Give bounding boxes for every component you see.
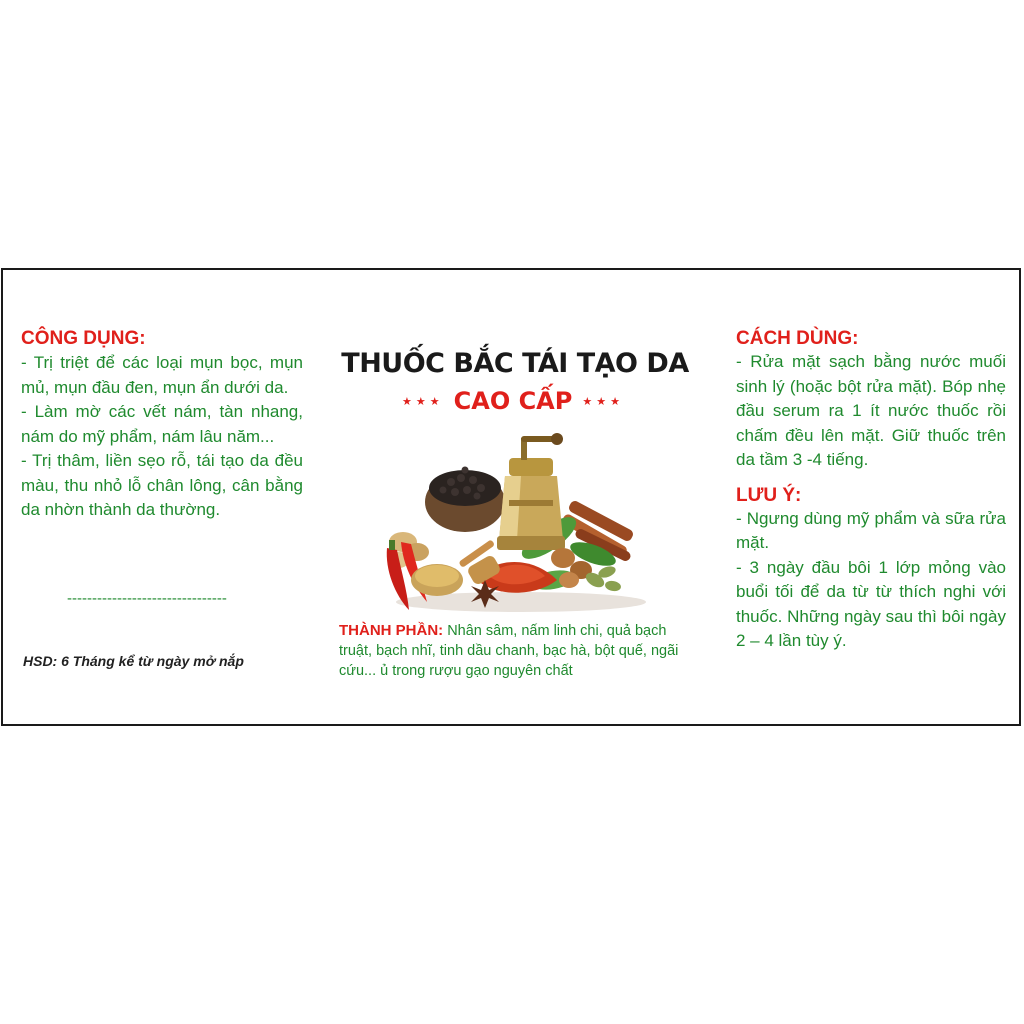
benefits-heading: CÔNG DỤNG: bbox=[21, 328, 146, 349]
pepper-bowl-icon bbox=[425, 467, 505, 533]
usage-text: - Rửa mặt sạch bằng nước muối sinh lý (hoặc bột rửa mặt). Bóp nhẹ đầu serum ra 1 ít nước thuốc rồi chấm đều lên mặt. Giữ thuốc trên da tầm 3 -4 tiếng. bbox=[736, 352, 1006, 469]
spice-grinder-icon bbox=[497, 433, 565, 550]
subtitle-row bbox=[383, 384, 643, 418]
product-subtitle: CAO CẤP bbox=[453, 387, 573, 415]
dashed-divider: -------------------------------- bbox=[67, 590, 227, 607]
ingredients-text: Nhân sâm, nấm linh chi, quả bạch truật, bạch nhĩ, tinh dầu chanh, bạc hà, bột quế, ngãi cứu... ủ trong rượu gạo nguyên chất bbox=[339, 623, 679, 679]
ingredients-heading: THÀNH PHẦN: bbox=[339, 622, 444, 639]
usage-heading: CÁCH DÙNG: bbox=[736, 328, 859, 349]
spices-illustration bbox=[381, 430, 649, 615]
note-heading: LƯU Ý: bbox=[736, 484, 802, 506]
ingredients-section bbox=[339, 621, 695, 681]
note-item-2: - 3 ngày đầu bôi 1 lớp mỏng vào buổi tối để da từ từ thích nghi với thuốc. Những ngày sau thì bôi ngày 2 – 4 lần tùy ý. bbox=[736, 557, 1006, 650]
benefits-section bbox=[21, 328, 303, 523]
stars-left-icon: ★★★ bbox=[402, 395, 444, 408]
usage-section bbox=[736, 328, 1006, 654]
stars-right-icon: ★★★ bbox=[582, 395, 624, 408]
expiry-note: HSD: 6 Tháng kể từ ngày mở nắp bbox=[23, 653, 244, 669]
benefit-item-1: - Trị triệt để các loại mụn bọc, mụn mủ, mụn đầu đen, mụn ẩn dưới da. bbox=[21, 353, 303, 397]
product-label bbox=[1, 268, 1021, 726]
benefit-item-2: - Làm mờ các vết nám, tàn nhang, nám do mỹ phẩm, nám lâu năm... bbox=[21, 402, 303, 446]
paprika-powder-icon bbox=[466, 554, 557, 593]
note-item-1: - Ngưng dùng mỹ phẩm và sữa rửa mặt. bbox=[736, 508, 1006, 552]
benefit-item-3: - Trị thâm, liền sẹo rỗ, tái tạo da đều màu, thu nhỏ lỗ chân lông, cân bằng da nhờn thành da thường. bbox=[21, 451, 303, 519]
product-title: THUỐC BẮC TÁI TẠO DA bbox=[341, 348, 689, 379]
